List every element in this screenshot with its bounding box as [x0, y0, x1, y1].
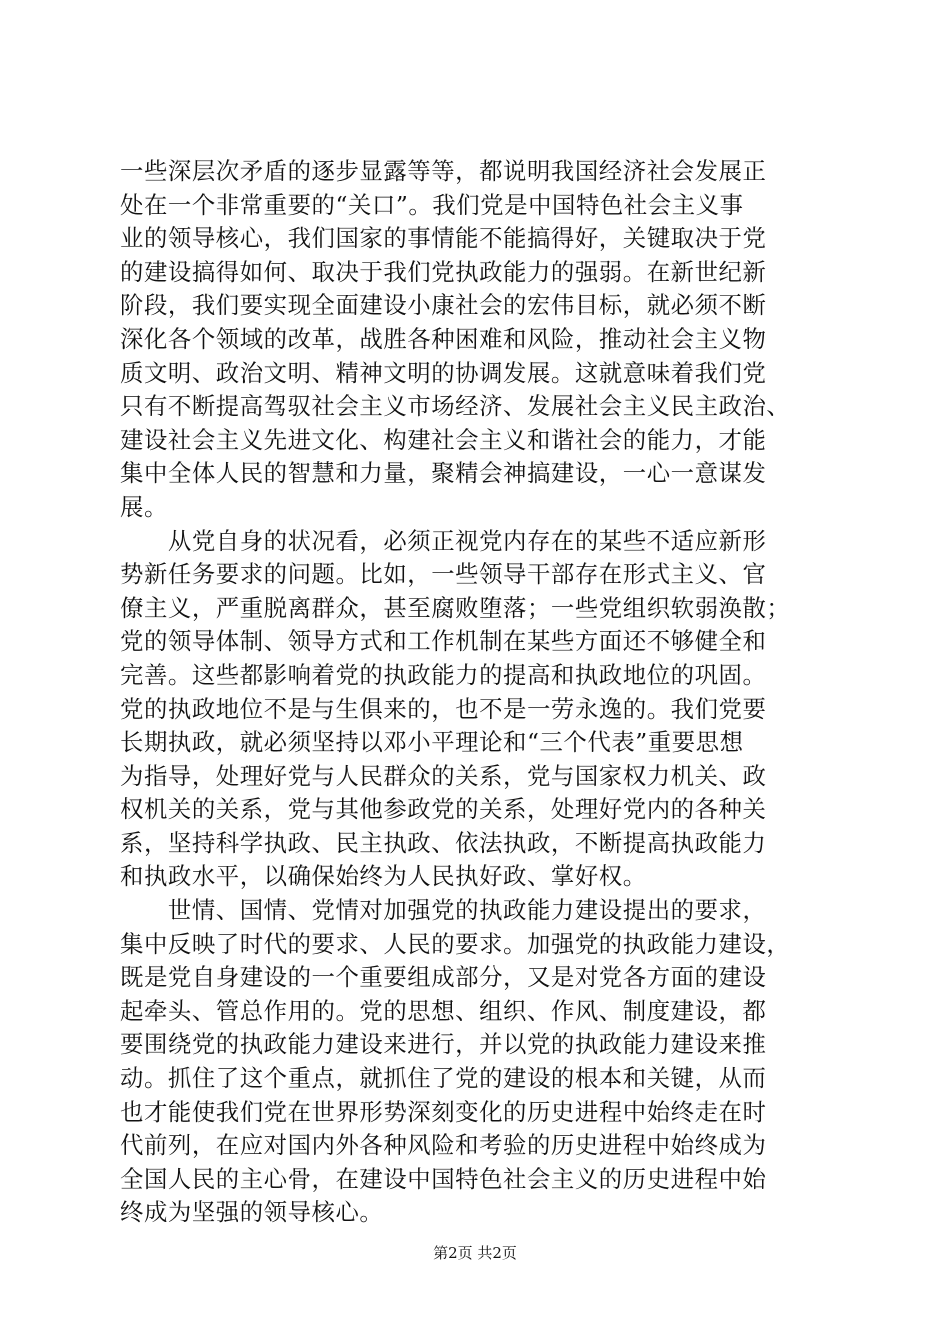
text-line: 集中全体人民的智慧和力量，聚精会神搞建设，一心一意谋发 [120, 459, 767, 488]
text-line: 只有不断提高驾驭社会主义市场经济、发展社会主义民主政治、 [120, 392, 791, 421]
text-line: 的建设搞得如何、取决于我们党执政能力的强弱。在新世纪新 [120, 257, 767, 286]
text-line: 党的执政地位不是与生俱来的，也不是一劳永逸的。我们党要 [120, 694, 767, 723]
text-line: 从党自身的状况看，必须正视党内存在的某些不适应新形 [120, 526, 767, 555]
text-line: 也才能使我们党在世界形势深刻变化的历史进程中始终走在时 [120, 1097, 767, 1126]
text-line: 建设社会主义先进文化、构建社会主义和谐社会的能力，才能 [120, 425, 767, 454]
text-line: 完善。这些都影响着党的执政能力的提高和执政地位的巩固。 [120, 660, 767, 689]
text-line: 为指导，处理好党与人民群众的关系，党与国家权力机关、政 [120, 761, 767, 790]
text-line: 终成为坚强的领导核心。 [120, 1198, 384, 1227]
text-line: 起牵头、管总作用的。党的思想、组织、作风、制度建设，都 [120, 996, 767, 1025]
text-line: 世情、国情、党情对加强党的执政能力建设提出的要求， [120, 896, 767, 925]
text-line: 阶段，我们要实现全面建设小康社会的宏伟目标，就必须不断 [120, 291, 767, 320]
text-line: 势新任务要求的问题。比如，一些领导干部存在形式主义、官 [120, 560, 767, 589]
text-line: 展。 [120, 492, 168, 521]
text-line: 全国人民的主心骨，在建设中国特色社会主义的历史进程中始 [120, 1164, 767, 1193]
text-line: 业的领导核心，我们国家的事情能不能搞得好，关键取决于党 [120, 224, 767, 253]
body-text [120, 155, 835, 1230]
text-line: 党的领导体制、领导方式和工作机制在某些方面还不够健全和 [120, 627, 767, 656]
text-line: 质文明、政治文明、精神文明的协调发展。这就意味着我们党 [120, 358, 767, 387]
text-line: 既是党自身建设的一个重要组成部分，又是对党各方面的建设 [120, 963, 767, 992]
text-line: 处在一个非常重要的“关口”。我们党是中国特色社会主义事 [120, 190, 744, 219]
text-line: 系，坚持科学执政、民主执政、依法执政，不断提高执政能力 [120, 828, 767, 857]
page-footer [0, 1242, 950, 1264]
text-line: 要围绕党的执政能力建设来进行，并以党的执政能力建设来推 [120, 1030, 767, 1059]
page-number-label: 第2页 共2页 [433, 1244, 517, 1262]
text-line: 和执政水平，以确保始终为人民执好政、掌好权。 [120, 862, 647, 891]
text-line: 动。抓住了这个重点，就抓住了党的建设的根本和关键，从而 [120, 1064, 767, 1093]
text-line: 集中反映了时代的要求、人民的要求。加强党的执政能力建设， [120, 929, 791, 958]
text-line: 一些深层次矛盾的逐步显露等等，都说明我国经济社会发展正 [120, 157, 767, 185]
text-line: 代前列，在应对国内外各种风险和考验的历史进程中始终成为 [120, 1131, 767, 1160]
text-line: 权机关的关系，党与其他参政党的关系，处理好党内的各种关 [120, 795, 767, 824]
text-line: 长期执政，就必须坚持以邓小平理论和“三个代表”重要思想 [120, 728, 744, 757]
text-line: 深化各个领域的改革，战胜各种困难和风险，推动社会主义物 [120, 324, 767, 353]
text-line: 僚主义，严重脱离群众，甚至腐败堕落；一些党组织软弱涣散； [120, 593, 791, 622]
